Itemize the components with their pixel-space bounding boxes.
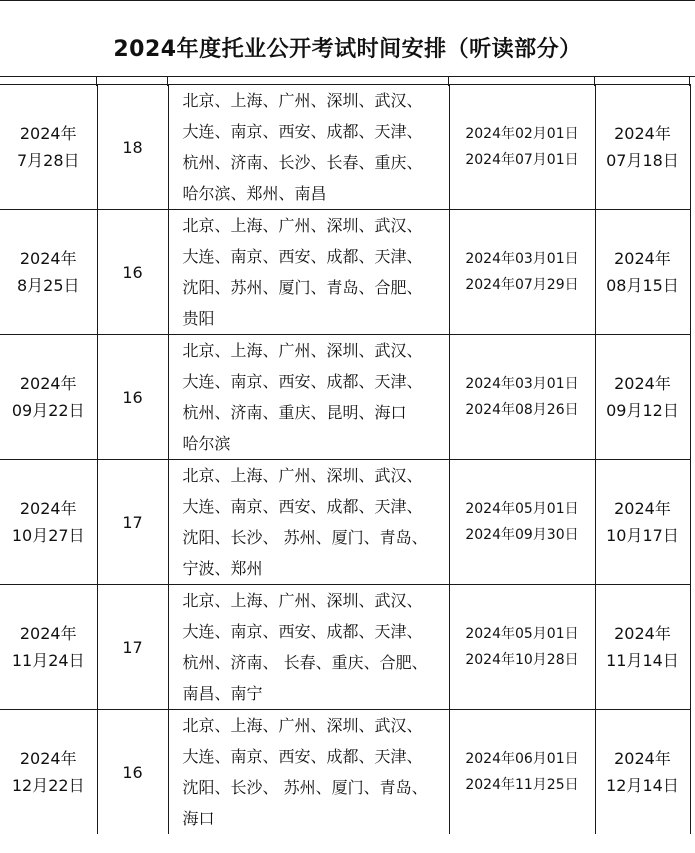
cities-cell — [168, 710, 449, 835]
registration-period-cell — [449, 85, 595, 210]
cities-line: 杭州、济南、 长春、重庆、合肥、 — [182, 653, 428, 672]
table-row — [0, 710, 690, 835]
registration-end: 2024年07月29日 — [465, 277, 579, 293]
exam-date-day: 09月22日 — [11, 401, 85, 420]
cities-line: 贵阳 — [182, 309, 215, 328]
exam-date-cell — [0, 335, 97, 460]
cities-line: 沈阳、长沙、 苏州、厦门、青岛、 — [182, 528, 428, 547]
cities-line: 大连、南京、西安、成都、天津、 — [182, 372, 423, 391]
sessions-value: 16 — [122, 387, 143, 407]
cities-line: 大连、南京、西安、成都、天津、 — [182, 622, 423, 641]
cities-line: 哈尔滨 — [182, 434, 231, 453]
sessions-cell — [97, 585, 168, 710]
cities-line: 哈尔滨、郑州、南昌 — [182, 184, 327, 203]
cities-line: 大连、南京、西安、成都、天津、 — [182, 247, 423, 266]
cities-line: 北京、上海、广州、深圳、武汉、 — [182, 591, 423, 610]
cities-line: 大连、南京、西安、成都、天津、 — [182, 747, 423, 766]
exam-date-year: 2024年 — [19, 749, 77, 768]
exam-date-day: 8月25日 — [16, 276, 80, 295]
exam-date-year: 2024年 — [19, 124, 77, 143]
score-release-day: 07月18日 — [606, 151, 679, 170]
exam-date-year: 2024年 — [19, 499, 77, 518]
cities-line: 北京、上海、广州、深圳、武汉、 — [182, 466, 423, 485]
sessions-value: 17 — [122, 512, 143, 532]
score-release-cell — [595, 210, 690, 335]
table-row — [0, 335, 690, 460]
registration-end: 2024年09月30日 — [465, 527, 579, 543]
exam-date-day: 10月27日 — [11, 526, 85, 545]
sessions-value: 16 — [122, 262, 143, 282]
registration-end: 2024年10月28日 — [465, 652, 579, 668]
table-row — [0, 585, 690, 710]
cities-line: 北京、上海、广州、深圳、武汉、 — [182, 341, 423, 360]
table-row — [0, 460, 690, 585]
registration-start: 2024年06月01日 — [465, 751, 579, 767]
exam-date-day: 12月22日 — [11, 776, 85, 795]
cities-line: 北京、上海、广州、深圳、武汉、 — [182, 216, 423, 235]
score-release-cell — [595, 85, 690, 210]
score-release-year: 2024年 — [614, 374, 671, 393]
exam-date-year: 2024年 — [19, 249, 77, 268]
score-release-year: 2024年 — [614, 749, 671, 768]
sessions-cell — [97, 710, 168, 835]
registration-start: 2024年05月01日 — [465, 501, 579, 517]
exam-date-day: 7月28日 — [16, 151, 80, 170]
cities-line: 海口 — [182, 809, 215, 828]
score-release-day: 08月15日 — [606, 276, 679, 295]
score-release-cell — [595, 710, 690, 835]
sessions-cell — [97, 335, 168, 460]
registration-end: 2024年11月25日 — [465, 777, 579, 793]
page-title: 2024年度托业公开考试时间安排（听读部分） — [113, 37, 582, 62]
exam-date-cell — [0, 460, 97, 585]
score-release-year: 2024年 — [614, 499, 671, 518]
cities-line: 北京、上海、广州、深圳、武汉、 — [182, 716, 423, 735]
exam-date-cell — [0, 585, 97, 710]
exam-date-cell — [0, 85, 97, 210]
cities-line: 大连、南京、西安、成都、天津、 — [182, 122, 423, 141]
cities-cell — [168, 585, 449, 710]
exam-date-cell — [0, 210, 97, 335]
exam-date-cell — [0, 710, 97, 835]
registration-period-cell — [449, 710, 595, 835]
score-release-year: 2024年 — [614, 249, 671, 268]
registration-period-cell — [449, 460, 595, 585]
sessions-value: 18 — [122, 137, 143, 157]
score-release-year: 2024年 — [614, 624, 671, 643]
cities-cell — [168, 335, 449, 460]
exam-date-year: 2024年 — [19, 374, 77, 393]
cities-line: 沈阳、苏州、厦门、青岛、合肥、 — [182, 278, 423, 297]
registration-period-cell — [449, 335, 595, 460]
registration-period-cell — [449, 210, 595, 335]
sessions-cell — [97, 460, 168, 585]
score-release-cell — [595, 335, 690, 460]
registration-end: 2024年07月01日 — [465, 152, 579, 168]
cities-cell — [168, 460, 449, 585]
score-release-day: 10月17日 — [606, 526, 679, 545]
registration-period-cell — [449, 585, 595, 710]
table-row — [0, 85, 690, 210]
registration-start: 2024年03月01日 — [465, 376, 579, 392]
cities-line: 大连、南京、西安、成都、天津、 — [182, 497, 423, 516]
cities-cell — [168, 210, 449, 335]
score-release-cell — [595, 585, 690, 710]
sessions-value: 16 — [122, 762, 143, 782]
cities-cell — [168, 85, 449, 210]
registration-end: 2024年08月26日 — [465, 402, 579, 418]
registration-start: 2024年02月01日 — [465, 126, 579, 142]
score-release-year: 2024年 — [614, 124, 671, 143]
registration-start: 2024年03月01日 — [465, 251, 579, 267]
score-release-day: 12月14日 — [606, 776, 679, 795]
cities-line: 杭州、济南、长沙、长春、重庆、 — [182, 153, 423, 172]
sessions-cell — [97, 210, 168, 335]
score-release-day: 11月14日 — [606, 651, 679, 670]
cities-line: 沈阳、长沙、 苏州、厦门、青岛、 — [182, 778, 428, 797]
sessions-value: 17 — [122, 637, 143, 657]
title-bar — [0, 0, 695, 77]
cities-line: 杭州、济南、重庆、昆明、海口 — [182, 403, 407, 422]
exam-date-year: 2024年 — [19, 624, 77, 643]
cities-line: 北京、上海、广州、深圳、武汉、 — [182, 91, 423, 110]
table-row — [0, 210, 690, 335]
score-release-cell — [595, 460, 690, 585]
exam-schedule-table — [0, 84, 691, 834]
registration-start: 2024年05月01日 — [465, 626, 579, 642]
cities-line: 南昌、南宁 — [182, 684, 263, 703]
sessions-cell — [97, 85, 168, 210]
cities-line: 宁波、郑州 — [182, 559, 263, 578]
score-release-day: 09月12日 — [606, 401, 679, 420]
exam-date-day: 11月24日 — [11, 651, 85, 670]
